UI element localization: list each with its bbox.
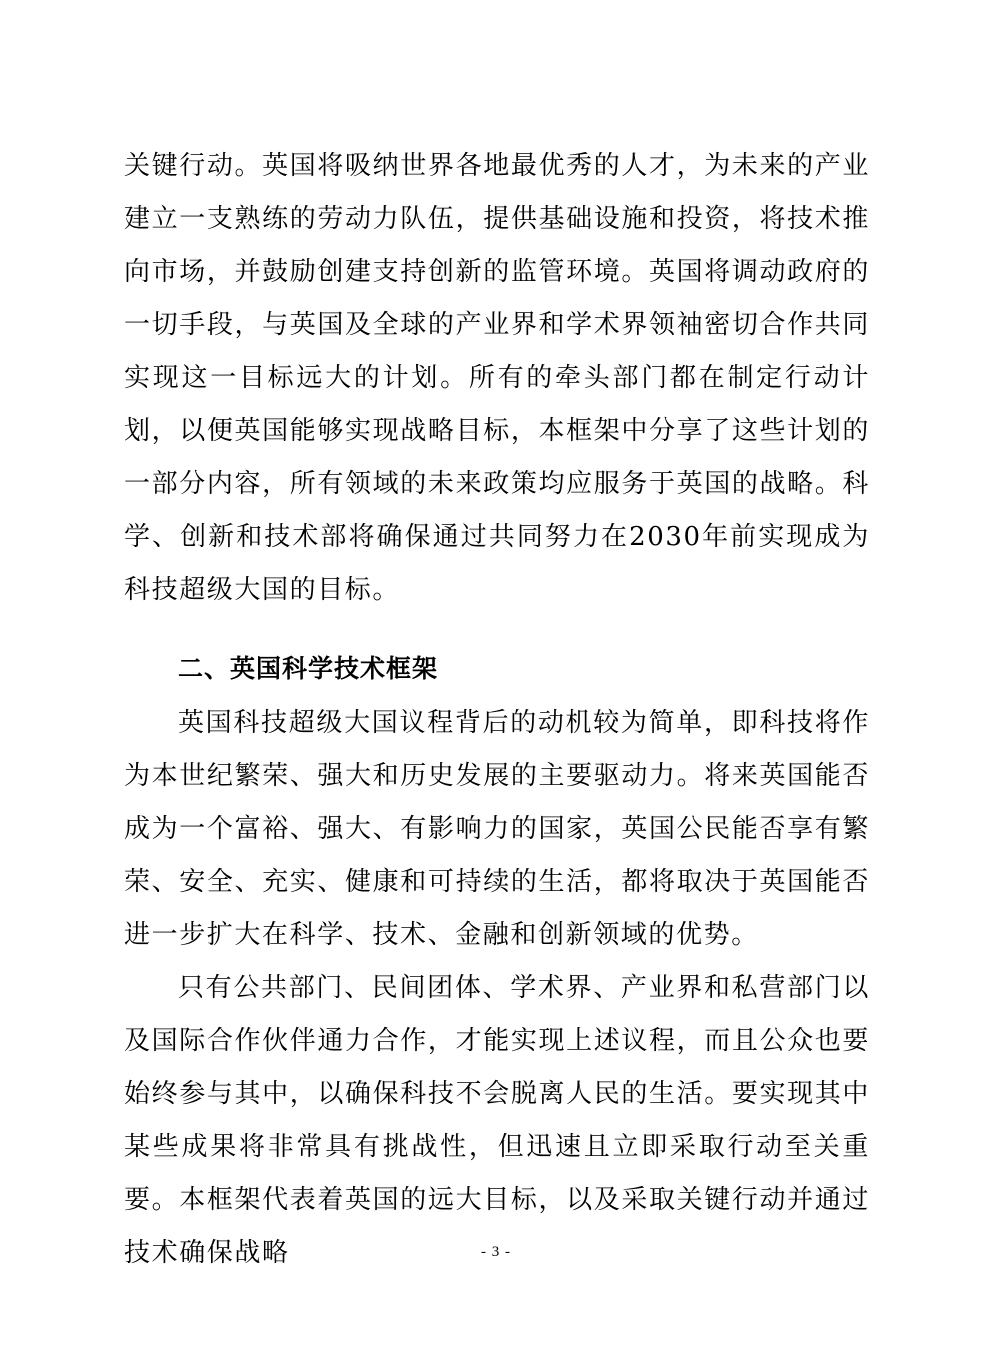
- section-paragraph-2: 只有公共部门、民间团体、学术界、产业界和私营部门以及国际合作伙伴通力合作，才能实现上述议程，而且公众也要始终参与其中，以确保科技不会脱离人民的生活。要实现其中某些成果将非常具有挑战性，但迅速且立即采取行动至关重要。本框架代表着英国的远大目标，以及采取关键行动并通过技术确保战略: [124, 973, 870, 1268]
- section-heading: 二、英国科学技术框架: [178, 654, 439, 683]
- intro-paragraph: 关键行动。英国将吸纳世界各地最优秀的人才，为未来的产业建立一支熟练的劳动力队伍，提供基础设施和投资，将技术推向市场，并鼓励创建支持创新的监管环境。英国将调动政府的一切手段，与英国及全球的产业界和学术界领袖密切合作共同实现这一目标远大的计划。所有的牵头部门都在制定行动计划，以便英国能够实现战略目标，本框架中分享了这些计划的一部分内容，所有领域的未来政策均应服务于英国的战略。科学、创新和技术部将确保通过共同努力在2030年前实现成为科技超级大国的目标。: [124, 151, 870, 605]
- section-paragraph-1: 英国科技超级大国议程背后的动机较为简单，即科技将作为本世纪繁荣、强大和历史发展的主要驱动力。将来英国能否成为一个富裕、强大、有影响力的国家，英国公民能否享有繁荣、安全、充实、健康和可持续的生活，都将取决于英国能否进一步扩大在科学、技术、金融和创新领域的优势。: [124, 708, 870, 950]
- page-number: - 3 -: [481, 1244, 511, 1260]
- page-body: [124, 140, 870, 1280]
